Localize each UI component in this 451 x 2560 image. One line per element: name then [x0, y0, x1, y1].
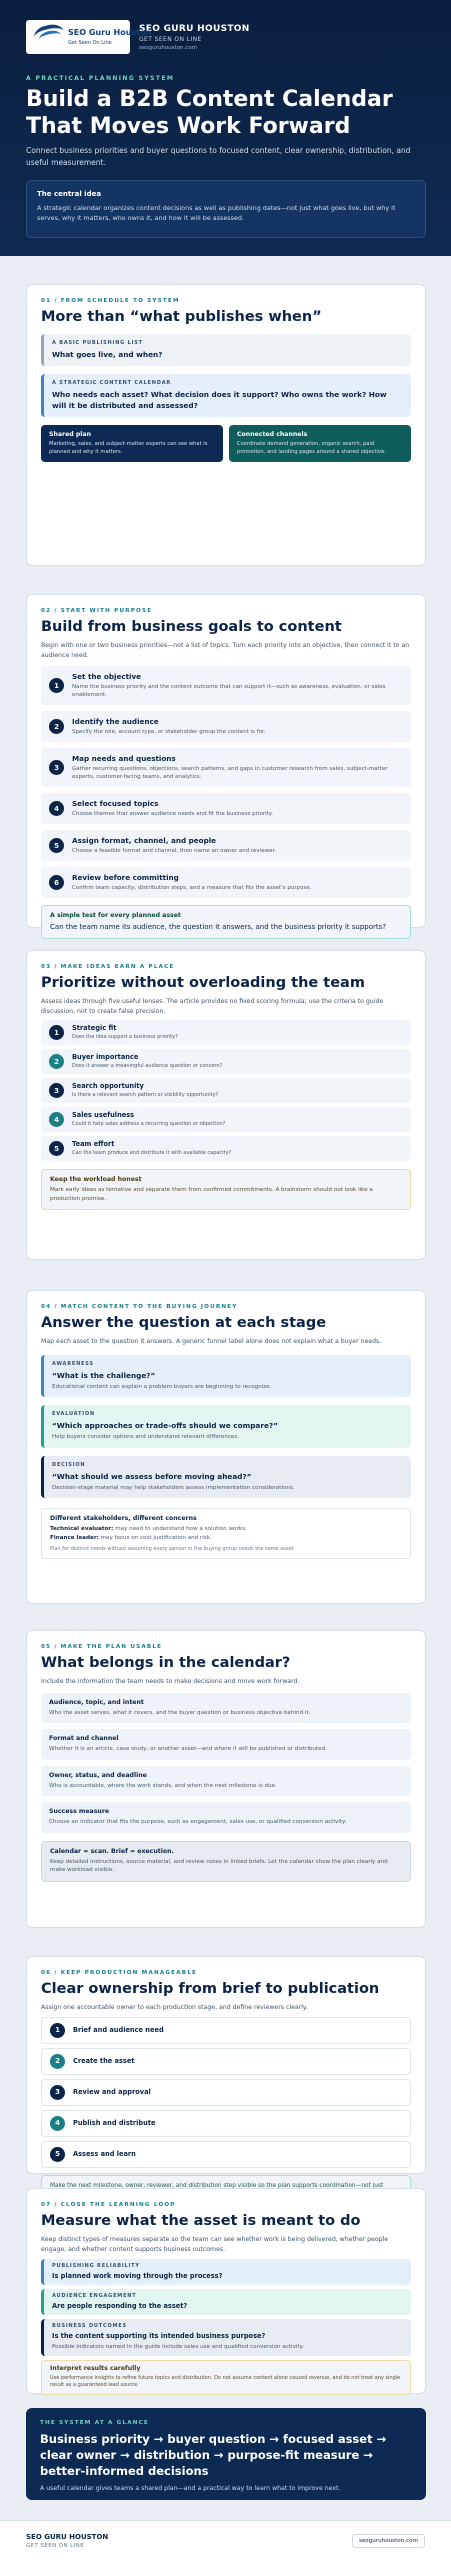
measure-label: AUDIENCE ENGAGEMENT [52, 2293, 137, 2299]
role-concern: may focus on cost justification and risk. [100, 1535, 212, 1541]
stage-title: Review and approval [73, 2088, 151, 2096]
central-idea-title: The central idea [37, 190, 102, 198]
section-description: Assign one accountable owner to each production stage, and define reviewers clearly. [41, 2004, 308, 2011]
step-content [72, 836, 276, 855]
step-title: Map needs and questions [72, 754, 176, 763]
lens-content [72, 1140, 231, 1157]
box-title: Shared plan [49, 431, 91, 438]
benefit-pair [41, 425, 411, 462]
lens-title: Strategic fit [72, 1024, 117, 1032]
lens-content [72, 1082, 218, 1099]
note-body: Keep detailed instructions, source material, and review notes in linked briefs. Let the calendar show the plan clearly and make workload visible. [50, 1858, 388, 1873]
section-description: Map each asset to the question it answers. A generic funnel label alone does not explain what a buyer needs. [41, 1338, 382, 1345]
prioritization-lens [41, 1020, 411, 1045]
goal-step [41, 711, 411, 742]
section-title: Clear ownership from brief to publication [41, 1981, 380, 1997]
calendar-vs-brief-note [41, 1841, 411, 1882]
section-kicker: 04 / MATCH CONTENT TO THE BUYING JOURNEY [41, 1304, 238, 1310]
calendar-field [41, 1802, 411, 1833]
interpret-note [41, 2360, 411, 2395]
section-kicker: 01 / FROM SCHEDULE TO SYSTEM [41, 298, 180, 304]
callout-question: What goes live, and when? [52, 350, 163, 359]
summary-kicker: THE SYSTEM AT A GLANCE [40, 2420, 149, 2426]
stage-question: “What should we assess before moving ahead?” [52, 1471, 252, 1481]
step-title: Identify the audience [72, 717, 159, 726]
section-kicker: 07 / CLOSE THE LEARNING LOOP [41, 2202, 176, 2208]
step-title: Set the objective [72, 672, 142, 681]
field-title: Audience, topic, and intent [49, 1698, 144, 1706]
stage-label: DECISION [52, 1461, 86, 1468]
section-buying-journey [26, 1290, 426, 1604]
prioritization-lens [41, 1078, 411, 1103]
step-number: 3 [49, 760, 64, 775]
prioritization-lens [41, 1136, 411, 1161]
central-idea-box [26, 180, 426, 238]
lens-body: Is there a relevant search pattern or visibility opportunity? [72, 1092, 219, 1098]
step-body: Choose themes that answer audience needs and fit the business priority. [72, 811, 273, 817]
lens-number: 5 [49, 1141, 64, 1156]
section-description: Begin with one or two business priorities—not a list of topics. Turn each priority into an objective, then connect it to an audience need. [41, 642, 410, 659]
step-content [72, 799, 273, 818]
footer-tagline: GET SEEN ON LINE [26, 2542, 85, 2549]
role-concern: may need to understand how a solution works. [115, 1526, 247, 1532]
lens-number: 4 [49, 1112, 64, 1127]
lens-content [72, 1053, 222, 1070]
stakeholders-note: Plan for distinct needs without assuming every person in the buying group needs the same asset. [50, 1546, 296, 1552]
section-description: Assess ideas through five useful lenses. The article provides no fixed scoring formula; use the criteria to guide discussion, not to create false precision. [41, 998, 384, 1015]
stage-number: 3 [50, 2085, 65, 2100]
business-outcomes [41, 2319, 411, 2356]
goal-step [41, 748, 411, 787]
lens-title: Search opportunity [72, 1082, 144, 1090]
note-body: Use performance insights to refine future topics and distribution. Do not assume content alone caused revenue, and do not treat any single result as a guaranteed lead source. [50, 2374, 401, 2388]
strategic-calendar-callout [41, 374, 411, 417]
section-kicker: 02 / START WITH PURPOSE [41, 608, 153, 614]
stakeholder-technical [50, 1525, 402, 1534]
step-title: Assign format, channel, and people [72, 836, 217, 845]
section-title: Measure what the asset is meant to do [41, 2213, 361, 2229]
hero [0, 0, 451, 256]
box-body: Marketing, sales, and subject-matter experts can see what is planned and why it matters. [49, 441, 208, 455]
goal-step [41, 793, 411, 824]
step-body: Confirm team capacity, distribution steps, and a measure that fits the asset’s purpose. [72, 885, 312, 891]
production-stage [41, 2141, 411, 2168]
step-body: Specify the role, account type, or stakeholder group the content is for. [72, 729, 266, 735]
note-title: Keep the workload honest [50, 1176, 142, 1183]
section-kicker: 03 / MAKE IDEAS EARN A PLACE [41, 964, 175, 970]
page-title: Build a B2B Content Calendar That Moves Work Forward [26, 87, 393, 139]
step-body: Choose a feasible format and channel, then name an owner and reviewer. [72, 848, 276, 854]
stage-summary: Help buyers consider options and understand relevant differences. [52, 1434, 240, 1440]
measure-question: Are people responding to the asset? [52, 2302, 188, 2310]
goal-step [41, 867, 411, 898]
brand-tagline: GET SEEN ON LINE [139, 35, 202, 43]
lens-title: Team effort [72, 1140, 115, 1148]
brand-logo [26, 20, 152, 54]
field-body: Who is accountable, where the work stands, and when the next milestone is due. [49, 1782, 277, 1789]
footer [0, 2520, 451, 2560]
hero-lead: Connect business priorities and buyer questions to focused content, clear ownership, distribution, and useful measurement. [26, 146, 411, 167]
field-title: Success measure [49, 1808, 110, 1815]
step-content [72, 717, 266, 736]
section-kicker: 06 / KEEP PRODUCTION MANAGEABLE [41, 1970, 197, 1976]
section-title: More than “what publishes when” [41, 309, 322, 325]
footer-brand[interactable]: SEO GURU HOUSTON [26, 2532, 109, 2541]
role-label: Technical evaluator: [50, 1526, 114, 1532]
section-title: Prioritize without overloading the team [41, 975, 365, 991]
summary-flow: Business priority → buyer question → focused asset → clear owner → distribution → purpose-fit measure → better-informed decisions [40, 2432, 387, 2478]
logo-tagline: Get Seen On Line [68, 40, 112, 46]
brand[interactable] [26, 20, 250, 54]
lens-body: Can the team produce and distribute it with available capacity? [72, 1150, 232, 1156]
lens-content [72, 1024, 178, 1041]
step-content [72, 754, 403, 781]
test-question: Can the team name its audience, the question it answers, and the business priority it supports? [50, 923, 386, 931]
stage-number: 1 [50, 2023, 65, 2038]
measure-label: PUBLISHING RELIABILITY [52, 2263, 140, 2269]
lens-body: Could it help sales address a recurring question or objection? [72, 1121, 226, 1127]
production-stage [41, 2048, 411, 2075]
section-title: Answer the question at each stage [41, 1315, 327, 1331]
lens-body: Does it answer a meaningful audience question or concern? [72, 1063, 223, 1069]
box-body: Coordinate demand generation, organic search, paid promotion, and landing pages around a shared objective. [237, 441, 386, 455]
section-prioritize [26, 950, 426, 1260]
step-body: Gather recurring questions, objections, search patterns, and gaps in customer research from sales, subject-matter experts, customer-facing teams, and analytics. [72, 766, 388, 780]
step-body: Name the business priority and the content outcome that can support it—such as awareness, evaluation, or sales enablement. [72, 684, 386, 698]
step-content [72, 873, 311, 892]
production-stage [41, 2110, 411, 2137]
section-schedule-to-system [26, 284, 426, 566]
lens-title: Buyer importance [72, 1053, 139, 1061]
stage-title: Brief and audience need [73, 2026, 164, 2034]
brand-url[interactable]: seoguruhouston.com [139, 44, 198, 51]
step-number: 6 [49, 875, 64, 890]
note-body: Mark early ideas as tentative and separate them from confirmed commitments. A brainstorm should not look like a production promise. [50, 1187, 373, 1202]
calendar-field-list [41, 1693, 411, 1833]
stakeholders-title: Different stakeholders, different concerns [50, 1515, 197, 1522]
field-body: Who the asset serves, what it covers, and the buyer question or business objective behind it. [49, 1709, 311, 1716]
measure-question: Is the content supporting its intended business purpose? [52, 2332, 266, 2340]
role-label: Finance leader: [50, 1535, 99, 1541]
evaluation-stage [41, 1405, 411, 1448]
section-description: Keep distinct types of measures separate so the team can see whether work is being delivered, whether people engage, and whether content supports business outcomes. [41, 2236, 389, 2253]
stage-summary: Decision-stage material may help stakeholders assess implementation considerations. [52, 1484, 295, 1491]
calendar-field [41, 1729, 411, 1760]
stage-number: 5 [50, 2147, 65, 2162]
box-title: Connected channels [237, 431, 308, 438]
goal-step [41, 666, 411, 705]
section-business-goals [26, 594, 426, 931]
callout-label: A STRATEGIC CONTENT CALENDAR [52, 380, 172, 386]
calendar-field [41, 1766, 411, 1797]
calendar-field [41, 1693, 411, 1724]
stage-title: Assess and learn [73, 2150, 136, 2158]
prioritization-lens [41, 1107, 411, 1132]
step-number: 1 [49, 678, 64, 693]
section-measurement [26, 2188, 426, 2394]
field-title: Owner, status, and deadline [49, 1771, 147, 1779]
stage-label: AWARENESS [52, 1360, 94, 1367]
footer-url-link[interactable]: seoguruhouston.com [352, 2534, 425, 2548]
lens-number: 3 [49, 1083, 64, 1098]
measure-question: Is planned work moving through the process? [52, 2272, 223, 2280]
callout-label: A BASIC PUBLISHING LIST [52, 340, 143, 346]
lens-number: 1 [49, 1025, 64, 1040]
stage-label: EVALUATION [52, 1411, 95, 1417]
note-title: Calendar = scan. Brief = execution. [50, 1847, 174, 1855]
step-number: 5 [49, 838, 64, 853]
step-title: Review before committing [72, 873, 179, 882]
lens-number: 2 [49, 1054, 64, 1069]
step-title: Select focused topics [72, 799, 159, 808]
production-stage [41, 2017, 411, 2044]
section-title: Build from business goals to content [41, 619, 342, 635]
shared-plan-box [41, 425, 223, 462]
summary-body: A useful calendar gives teams a shared plan—and a practical way to learn what to improve next. [40, 2485, 341, 2492]
goal-steps-list [41, 666, 411, 898]
field-body: Choose an indicator that fits the purpose, such as engagement, sales use, or qualified conversion activity. [49, 1819, 347, 1825]
section-ownership [26, 1956, 426, 2189]
lens-title: Sales usefulness [72, 1111, 135, 1119]
brand-name: SEO GURU HOUSTON [139, 23, 250, 34]
audience-engagement [41, 2289, 411, 2315]
step-number: 2 [49, 719, 64, 734]
stage-number: 4 [50, 2116, 65, 2131]
workload-note [41, 1169, 411, 1210]
hero-kicker: A PRACTICAL PLANNING SYSTEM [26, 75, 175, 82]
note-title: Interpret results carefully [50, 2364, 141, 2372]
measure-label: BUSINESS OUTCOMES [52, 2323, 127, 2329]
lens-body: Does the idea support a business priority? [72, 1034, 178, 1040]
stakeholder-finance [50, 1534, 402, 1543]
field-title: Format and channel [49, 1735, 119, 1742]
section-title: What belongs in the calendar? [41, 1655, 291, 1671]
stage-title: Create the asset [73, 2057, 135, 2065]
publishing-reliability [41, 2259, 411, 2285]
section-kicker: 05 / MAKE THE PLAN USABLE [41, 1644, 163, 1650]
decision-stage [41, 1456, 411, 1499]
awareness-stage [41, 1355, 411, 1398]
goal-step [41, 830, 411, 861]
basic-list-callout [41, 334, 411, 366]
callout-question: Who needs each asset? What decision does it support? Who owns the work? How will it be distributed and assessed? [52, 390, 387, 410]
prioritization-lens [41, 1049, 411, 1074]
production-stage [41, 2079, 411, 2106]
section-description: Include the information the team needs to make decisions and move work forward. [41, 1678, 300, 1685]
simple-test-box [41, 905, 411, 939]
note-body: Make the next milestone, owner, reviewer, and distribution step visible so the plan supports coordination—not just [50, 2182, 384, 2189]
system-summary [26, 2408, 426, 2500]
measure-summary: Possible indicators named in the guide include sales use and qualified conversion activity. [52, 2344, 304, 2350]
production-stages [41, 2017, 411, 2168]
prioritization-lenses [41, 1020, 411, 1161]
logo-text: SEO Guru Houston [68, 28, 152, 37]
central-idea-body: A strategic calendar organizes content decisions as well as publishing dates—not just what goes live, but why it serves, why it matters, who owns it, and how it will be assessed. [37, 204, 396, 222]
stage-question: “What is the challenge?” [52, 1370, 156, 1380]
stage-number: 2 [50, 2054, 65, 2069]
stage-question: “Which approaches or trade-offs should we compare?” [52, 1421, 278, 1430]
test-title: A simple test for every planned asset [50, 912, 181, 919]
stakeholders-box [41, 1508, 411, 1559]
field-body: Whether it is an article, case study, or another asset—and where it will be published or distributed. [49, 1746, 327, 1752]
stage-summary: Educational content can explain a problem buyers are beginning to recognize. [52, 1383, 272, 1390]
stage-title: Publish and distribute [73, 2119, 156, 2127]
step-number: 4 [49, 801, 64, 816]
section-calendar-fields [26, 1630, 426, 1928]
step-content [72, 672, 403, 699]
connected-channels-box [229, 425, 411, 462]
lens-content [72, 1111, 225, 1128]
